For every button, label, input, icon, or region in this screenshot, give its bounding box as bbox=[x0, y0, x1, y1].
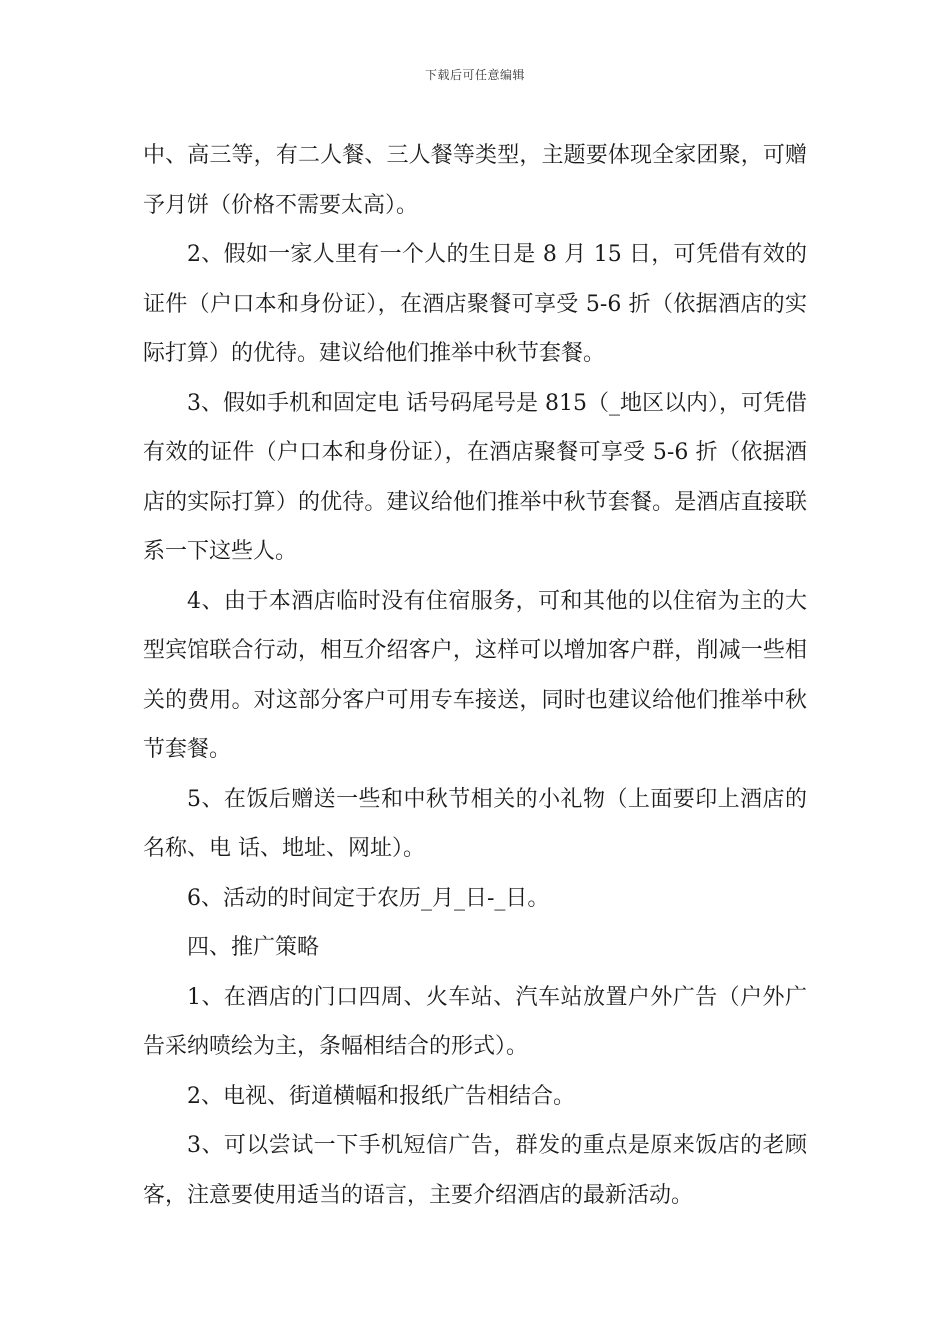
paragraph-item-3: 3、假如手机和固定电 话号码尾号是 815（_地区以内），可凭借有效的证件（户口本和身份证），在酒店聚餐可享受 5-6 折（依据酒店的实际打算）的优待。建议给他们推举中秋节套餐。是酒店直接联系一下这些人。 bbox=[143, 390, 807, 564]
paragraph-item-2: 2、假如一家人里有一个人的生日是 8 月 15 日，可凭借有效的证件（户口本和身份证），在酒店聚餐可享受 5-6 折（依据酒店的实际打算）的优待。建议给他们推举中秋节套餐。 bbox=[143, 242, 807, 366]
paragraph-promo-1: 1、在酒店的门口四周、火车站、汽车站放置户外广告（户外广告采纳喷绘为主，条幅相结合的形式）。 bbox=[143, 984, 807, 1059]
paragraph-item-6: 6、活动的时间定于农历_月_日-_日。 bbox=[187, 885, 550, 911]
paragraph-item-4: 4、由于本酒店临时没有住宿服务，可和其他的以住宿为主的大型宾馆联合行动，相互介绍客户，这样可以增加客户群，削减一些相关的费用。对这部分客户可用专车接送，同时也建议给他们推举中秋节套餐。 bbox=[143, 588, 807, 762]
paragraph-item-5: 5、在饭后赠送一些和中秋节相关的小礼物（上面要印上酒店的名称、电 话、地址、网址）。 bbox=[143, 786, 807, 861]
paragraph-promo-2: 2、电视、街道横幅和报纸广告相结合。 bbox=[187, 1083, 575, 1109]
document-body bbox=[143, 131, 807, 1220]
page-header: 下载后可任意编辑 bbox=[424, 68, 525, 82]
paragraph-promo-3: 3、可以尝试一下手机短信广告，群发的重点是原来饭店的老顾客，注意要使用适当的语言，主要介绍酒店的最新活动。 bbox=[143, 1133, 807, 1208]
section-heading-promotion: 四、推广策略 bbox=[187, 935, 320, 960]
paragraph-continuation: 中、高三等，有二人餐、三人餐等类型，主题要体现全家团聚，可赠予月饼（价格不需要太高）。 bbox=[143, 143, 807, 218]
